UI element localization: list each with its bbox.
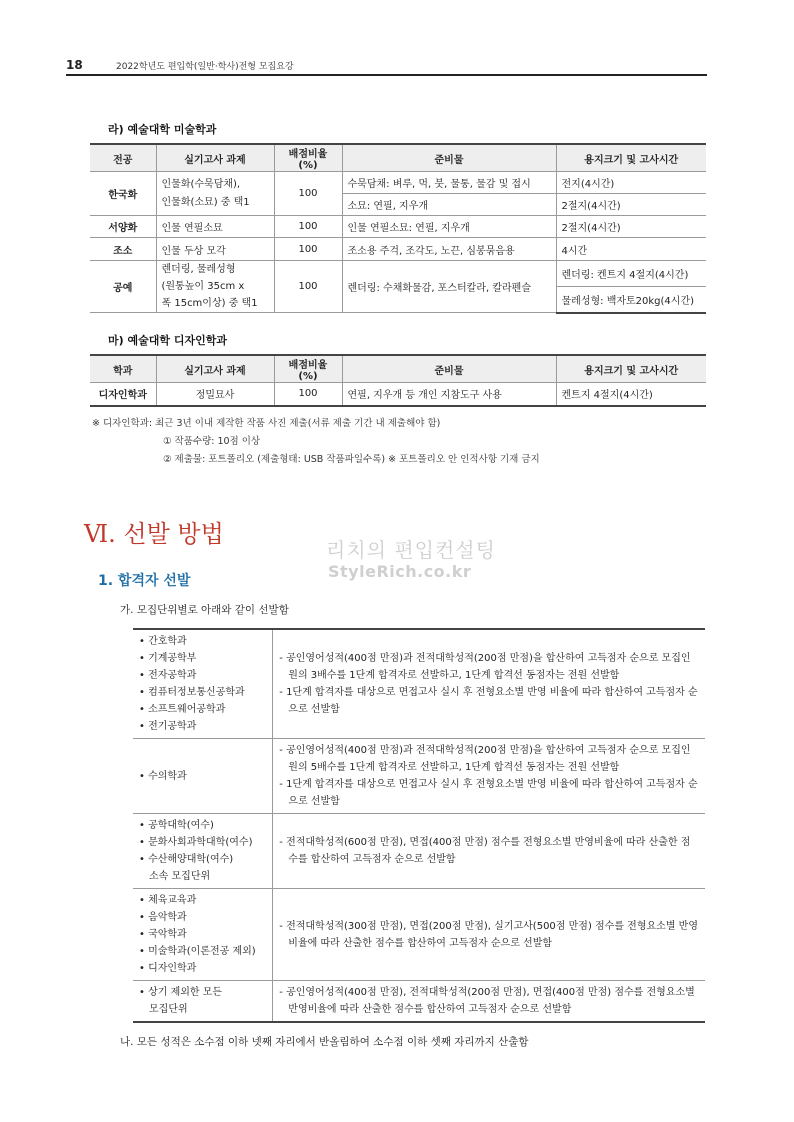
method-line: - 1단계 합격자를 대상으로 면접고사 실시 후 전형요소별 반영 비율에 따라 합산하여 고득점자 순으로 선발함 bbox=[279, 687, 698, 715]
unit-item: • 전기공학과 bbox=[139, 718, 266, 735]
table-row bbox=[90, 216, 706, 238]
ratio-cell: 100 bbox=[274, 172, 342, 216]
column-header: 준비물 bbox=[342, 144, 556, 172]
unit-item: • 디자인학과 bbox=[139, 960, 266, 977]
unit-list bbox=[139, 633, 266, 735]
unit-cell bbox=[133, 981, 273, 1023]
major-cell: 한국화 bbox=[90, 172, 156, 216]
unit-item: • 상기 제외한 모든 bbox=[139, 984, 266, 1001]
fine-arts-table bbox=[90, 143, 706, 314]
method-line: - 전적대학성적(300점 만점), 면접(200점 만점), 실기고사(500점 만점) 점수를 전형요소별 반영비율에 따라 산출한 점수를 합산하여 고득점자 순으로 선발함 bbox=[279, 920, 698, 949]
supplies-cell: 수묵담채: 벼루, 먹, 붓, 물통, 물감 및 접시 bbox=[342, 172, 556, 194]
unit-item: • 컴퓨터정보통신공학과 bbox=[139, 684, 266, 701]
column-header: 실기고사 과제 bbox=[156, 144, 274, 172]
table-row bbox=[90, 172, 706, 194]
major-cell: 공예 bbox=[90, 261, 156, 313]
fine-arts-heading: 라) 예술대학 미술학과 bbox=[108, 123, 217, 136]
column-header: 준비물 bbox=[342, 355, 556, 383]
task-cell: 인물화(수묵담채), 인물화(소묘) 중 택1 bbox=[156, 172, 274, 216]
paper-time-cell: 렌더링: 켄트지 4절지(4시간) bbox=[556, 261, 706, 287]
table-row bbox=[133, 981, 705, 1023]
design-table bbox=[90, 354, 706, 407]
unit-list bbox=[139, 984, 266, 1001]
method-line: - 공인영어성적(400점 만점)과 전적대학성적(200점 만점)을 합산하여 고득점자 순으로 모집인원의 5배수를 1단계 합격자로 선발하고, 1단계 합격선 동점자는 전원 선발함 bbox=[279, 745, 691, 773]
table-row bbox=[90, 238, 706, 261]
design-note: ※ 디자인학과: 최근 3년 이내 제작한 작품 사진 제출(서류 제출 기간 내 제출해야 함) bbox=[92, 418, 441, 429]
unit-cell bbox=[133, 629, 273, 739]
unit-item: • 수의학과 bbox=[139, 768, 266, 785]
method-cell bbox=[273, 814, 705, 889]
unit-item: • 전자공학과 bbox=[139, 667, 266, 684]
unit-item: • 기계공학부 bbox=[139, 650, 266, 667]
unit-item: • 간호학과 bbox=[139, 633, 266, 650]
column-header: 용지크기 및 고사시간 bbox=[556, 355, 706, 383]
supplies-cell: 렌더링: 수채화물감, 포스터칼라, 칼라펜슬 bbox=[342, 261, 556, 313]
selection-table bbox=[133, 628, 705, 1023]
watermark-url: StyleRich.co.kr bbox=[328, 562, 472, 581]
unit-list bbox=[139, 892, 266, 977]
unit-item: • 미술학과(이론전공 제외) bbox=[139, 943, 266, 960]
page-number: 18 bbox=[66, 58, 83, 72]
task-cell: 정밀묘사 bbox=[156, 383, 274, 406]
table-header-row bbox=[90, 144, 706, 172]
column-header: 배점비율(%) bbox=[274, 355, 342, 383]
unit-item: • 소프트웨어공학과 bbox=[139, 701, 266, 718]
paper-time-cell: 전지(4시간) bbox=[556, 172, 706, 194]
item-ga: 가. 모집단위별로 아래와 같이 선발함 bbox=[120, 604, 289, 616]
unit-item: • 음악학과 bbox=[139, 909, 266, 926]
table-row bbox=[90, 261, 706, 287]
paper-time-cell: 물레성형: 백자토20kg(4시간) bbox=[556, 287, 706, 313]
ratio-cell: 100 bbox=[274, 216, 342, 238]
unit-item: • 문화사회과학대학(여수) bbox=[139, 834, 266, 851]
supplies-cell: 연필, 지우개 등 개인 지참도구 사용 bbox=[342, 383, 556, 406]
design-heading: 마) 예술대학 디자인학과 bbox=[108, 334, 227, 347]
method-cell bbox=[273, 889, 705, 981]
major-cell: 조소 bbox=[90, 238, 156, 261]
supplies-cell: 인물 연필소묘: 연필, 지우개 bbox=[342, 216, 556, 238]
unit-item: • 수산해양대학(여수) bbox=[139, 851, 266, 868]
supplies-cell: 조소용 주걱, 조각도, 노끈, 심봉묶음용 bbox=[342, 238, 556, 261]
design-note-item: ② 제출물: 포트폴리오 (제출형태: USB 작품파일수록) ※ 포트폴리오 안 인적사항 기재 금지 bbox=[163, 454, 540, 465]
method-cell bbox=[273, 981, 705, 1023]
method-line: - 공인영어성적(400점 만점), 전적대학성적(200점 만점), 면접(400점 만점) 점수를 전형요소별 반영비율에 따라 산출한 점수를 합산하여 고득점자 순으로 선발함 bbox=[279, 987, 695, 1015]
column-header: 용지크기 및 고사시간 bbox=[556, 144, 706, 172]
task-cell: 인물 연필소묘 bbox=[156, 216, 274, 238]
unit-item: • 공학대학(여수) bbox=[139, 817, 266, 834]
item-na: 나. 모든 성적은 소수점 이하 넷째 자리에서 반올림하여 소수점 이하 셋째 자리까지 산출함 bbox=[120, 1036, 529, 1048]
unit-item: • 국악학과 bbox=[139, 926, 266, 943]
method-cell bbox=[273, 739, 705, 814]
table-row bbox=[133, 814, 705, 889]
method-line: - 공인영어성적(400점 만점)과 전적대학성적(200점 만점)을 합산하여 고득점자 순으로 모집인원의 3배수를 1단계 합격자로 선발하고, 1단계 합격선 동점자는 전원 선발함 bbox=[279, 653, 691, 681]
method-line: - 1단계 합격자를 대상으로 면접고사 실시 후 전형요소별 반영 비율에 따라 합산하여 고득점자 순으로 선발함 bbox=[279, 779, 698, 807]
paper-time-cell: 켄트지 4절지(4시간) bbox=[556, 383, 706, 406]
method-cell bbox=[273, 629, 705, 739]
unit-tail: 모집단위 bbox=[149, 1004, 188, 1015]
unit-tail: 소속 모집단위 bbox=[149, 871, 211, 882]
dept-cell: 디자인학과 bbox=[90, 383, 156, 406]
column-header: 실기고사 과제 bbox=[156, 355, 274, 383]
table-row bbox=[90, 383, 706, 406]
column-header: 학과 bbox=[90, 355, 156, 383]
unit-cell bbox=[133, 739, 273, 814]
column-header: 전공 bbox=[90, 144, 156, 172]
major-cell: 서양화 bbox=[90, 216, 156, 238]
watermark-text: 리치의 편입컨설팅 bbox=[326, 538, 496, 562]
unit-list bbox=[139, 768, 266, 785]
unit-list bbox=[139, 817, 266, 868]
column-header: 배점비율(%) bbox=[274, 144, 342, 172]
paper-time-cell: 2절지(4시간) bbox=[556, 216, 706, 238]
header-divider bbox=[66, 74, 707, 76]
method-line: - 전적대학성적(600점 만점), 면접(400점 만점) 점수를 전형요소별 반영비율에 따라 산출한 점수를 합산하여 고득점자 순으로 선발함 bbox=[279, 837, 691, 865]
task-cell: 인물 두상 모각 bbox=[156, 238, 274, 261]
subsection-title: 1. 합격자 선발 bbox=[98, 573, 191, 589]
table-row bbox=[133, 739, 705, 814]
supplies-cell: 소묘: 연필, 지우개 bbox=[342, 194, 556, 216]
table-row bbox=[133, 889, 705, 981]
unit-cell bbox=[133, 889, 273, 981]
paper-time-cell: 2절지(4시간) bbox=[556, 194, 706, 216]
table-row bbox=[133, 629, 705, 739]
ratio-cell: 100 bbox=[274, 238, 342, 261]
ratio-cell: 100 bbox=[274, 383, 342, 406]
table-header-row bbox=[90, 355, 706, 383]
unit-cell bbox=[133, 814, 273, 889]
section-title: Ⅵ. 선발 방법 bbox=[84, 520, 224, 548]
document-title: 2022학년도 편입학(일반·학사)전형 모집요강 bbox=[116, 62, 294, 72]
ratio-cell: 100 bbox=[274, 261, 342, 313]
unit-item: • 체육교육과 bbox=[139, 892, 266, 909]
task-cell: 렌더링, 물레성형 (원통높이 35cm x 폭 15cm이상) 중 택1 bbox=[156, 261, 274, 313]
paper-time-cell: 4시간 bbox=[556, 238, 706, 261]
design-note-item: ① 작품수량: 10점 이상 bbox=[163, 436, 261, 447]
